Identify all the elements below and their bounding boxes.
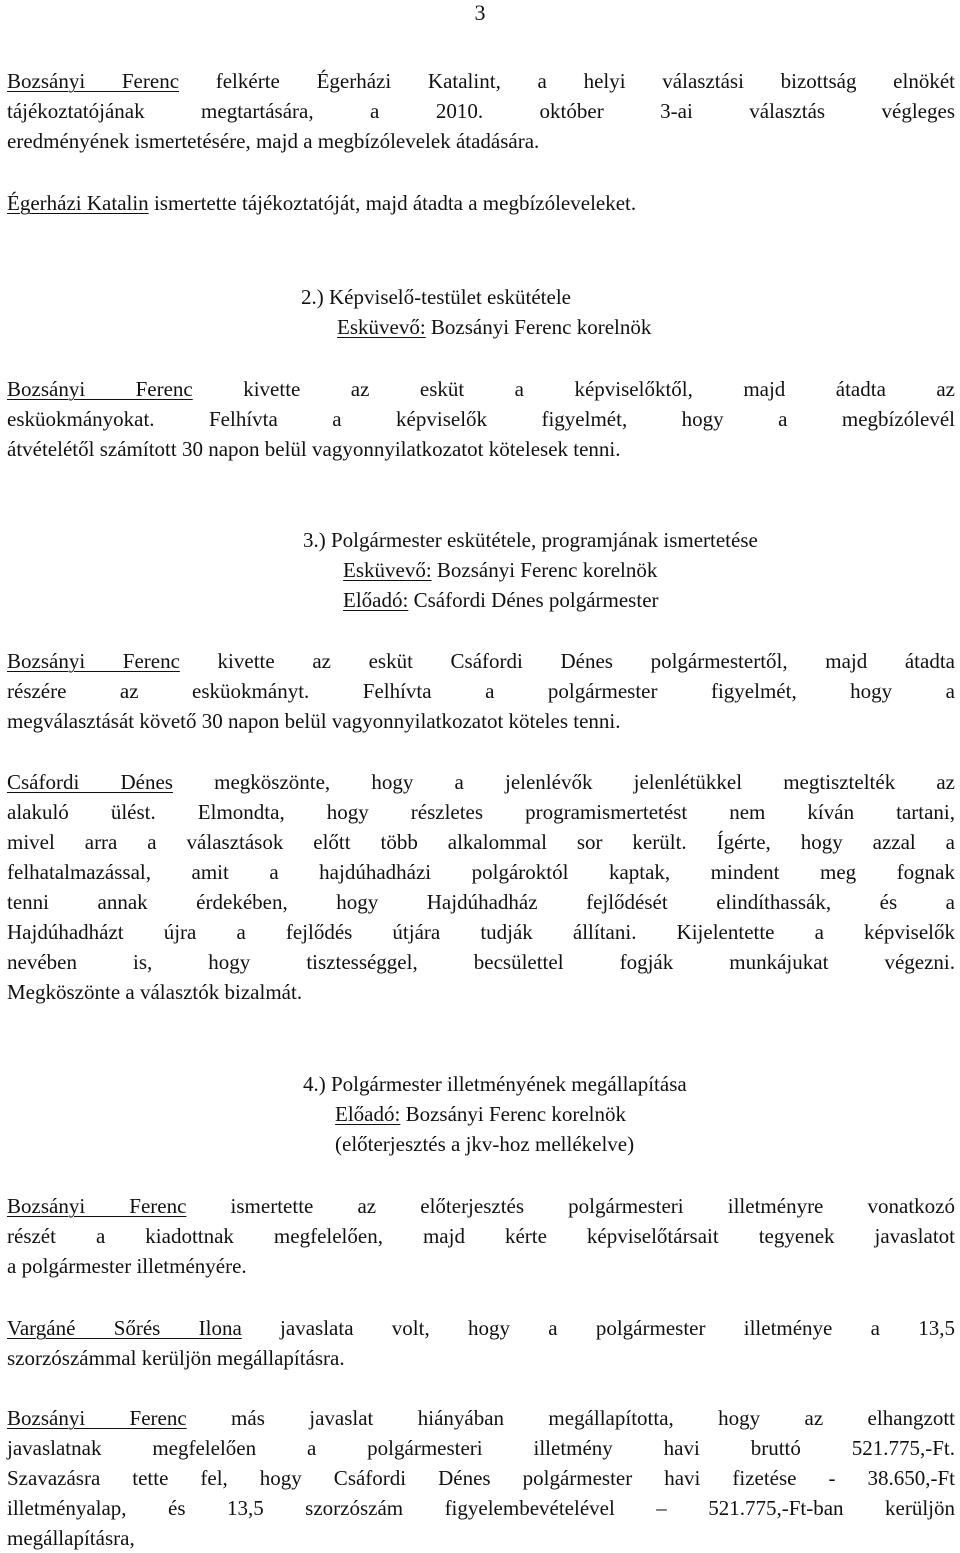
role-value: Csáfordi Dénes polgármester (408, 588, 659, 612)
paragraph-line: tájékoztatójának megtartására, a 2010. október 3-ai választás végleges (7, 99, 955, 123)
paragraph-line: részét a kiadottnak megfelelően, majd kérte képviselőtársait tegyenek javaslatot (7, 1224, 955, 1248)
paragraph-text: javaslata volt, hogy a polgármester illetménye a 13,5 (241, 1316, 955, 1340)
paragraph-line: esküokmányokat. Felhívta a képviselők figyelmét, hogy a megbízólevél (7, 407, 955, 431)
paragraph-mayor-speech (7, 767, 955, 1007)
paragraph-line: a polgármester illetményére. (7, 1254, 247, 1278)
person-name: Csáfordi Dénes (7, 770, 173, 794)
paragraph-line: eredményének ismertetésére, majd a megbízólevelek átadására. (7, 129, 540, 153)
agenda-role (303, 1099, 687, 1129)
role-label: Előadó: (343, 588, 409, 612)
paragraph-line (7, 66, 955, 96)
paragraph-mayor-oath (7, 646, 955, 736)
paragraph-line: átvételétől számított 30 napon belül vagyonnyilatkozatot kötelesek tenni. (7, 437, 621, 461)
paragraph-text: ismertette az előterjesztés polgármesteri illetményre vonatkozó (186, 1194, 955, 1218)
paragraph-line: alakuló ülést. Elmondta, hogy részletes programismertetést nem kíván tartani, (7, 800, 955, 824)
paragraph-text: megköszönte, hogy a jelenlévők jelenlétükkel megtisztelték az (172, 770, 955, 794)
agenda-title: 2.) Képviselő-testület eskütétele (301, 285, 571, 309)
role-value: Bozsányi Ferenc korelnök (431, 558, 658, 582)
agenda-item-3 (303, 525, 758, 615)
paragraph-line (7, 1191, 955, 1221)
role-label: Esküvevő: (343, 558, 432, 582)
role-value: Bozsányi Ferenc korelnök (425, 315, 652, 339)
paragraph-council-oath (7, 374, 955, 464)
person-name: Bozsányi Ferenc (7, 649, 180, 673)
agenda-item-2 (301, 282, 651, 342)
paragraph-line (7, 374, 955, 404)
paragraph-line: megállapításra, (7, 1526, 135, 1550)
paragraph-line: tenni annak érdekében, hogy Hajdúhadház fejlődését elindíthassák, és a (7, 890, 955, 914)
person-name: Vargáné Sőrés Ilona (7, 1316, 242, 1340)
paragraph-line (7, 1313, 955, 1343)
person-name: Bozsányi Ferenc (7, 1194, 187, 1218)
paragraph-line: Hajdúhadházt újra a fejlődés útjára tudják állítani. Kijelentette a képviselők (7, 920, 955, 944)
paragraph-text: kivette az esküt Csáfordi Dénes polgármestertől, majd átadta (179, 649, 955, 673)
agenda-item-4 (303, 1069, 687, 1159)
paragraph-line: Szavazásra tette fel, hogy Csáfordi Dénes polgármester havi fizetése - 38.650,-Ft (7, 1466, 955, 1490)
paragraph-line: illetményalap, és 13,5 szorzószám figyelembevételével – 521.775,-Ft-ban kerüljön (7, 1496, 955, 1520)
person-name: Égerházi Katalin (7, 191, 149, 215)
agenda-role (301, 312, 651, 342)
paragraph-text: kivette az esküt a képviselőktől, majd átadta az (192, 377, 955, 401)
paragraph-line: szorzószámmal kerüljön megállapításra. (7, 1346, 345, 1370)
person-name: Bozsányi Ferenc (7, 377, 193, 401)
role-value: Bozsányi Ferenc korelnök (400, 1102, 627, 1126)
paragraph-text: más javaslat hiányában megállapította, hogy az elhangzott (186, 1406, 956, 1430)
role-label: Esküvevő: (337, 315, 426, 339)
paragraph-line (7, 1403, 955, 1433)
paragraph-line: javaslatnak megfelelően a polgármesteri illetmény havi bruttó 521.775,-Ft. (7, 1436, 955, 1460)
paragraph-salary-suggestion (7, 1313, 955, 1373)
paragraph-line: felhatalmazással, amit a hajdúhadházi polgároktól kaptak, mindent meg fognak (7, 860, 955, 884)
paragraph-line: megválasztását követő 30 napon belül vagyonnyilatkozatot köteles tenni. (7, 709, 621, 733)
paragraph-line (7, 767, 955, 797)
person-name: Bozsányi Ferenc (7, 69, 180, 93)
paragraph-election-report-request (7, 66, 955, 156)
agenda-role (303, 555, 758, 585)
paragraph-salary-proposal-intro (7, 1191, 955, 1281)
agenda-note: (előterjesztés a jkv-hoz mellékelve) (335, 1132, 635, 1156)
agenda-title: 4.) Polgármester illetményének megállapítása (303, 1072, 687, 1096)
agenda-role (303, 585, 758, 615)
agenda-title: 3.) Polgármester eskütétele, programjának ismertetése (303, 528, 758, 552)
paragraph-line: részére az esküokmányt. Felhívta a polgármester figyelmét, hogy a (7, 679, 955, 703)
page-number: 3 (474, 0, 486, 25)
person-name: Bozsányi Ferenc (7, 1406, 187, 1430)
paragraph-line: nevében is, hogy tisztességgel, becsülettel fogják munkájukat végezni. (7, 950, 955, 974)
role-label: Előadó: (335, 1102, 401, 1126)
paragraph-text: ismertette tájékoztatóját, majd átadta a megbízóleveleket. (148, 191, 637, 215)
paragraph-line (7, 646, 955, 676)
paragraph-line: mivel arra a választások előtt több alkalommal sor került. Ígérte, hogy azzal a (7, 830, 955, 854)
paragraph-election-report (7, 188, 955, 218)
paragraph-line: Megköszönte a választók bizalmát. (7, 980, 303, 1004)
paragraph-salary-vote (7, 1403, 955, 1553)
paragraph-line (7, 188, 955, 218)
paragraph-text: felkérte Égerházi Katalint, a helyi választási bizottság elnökét (179, 69, 955, 93)
